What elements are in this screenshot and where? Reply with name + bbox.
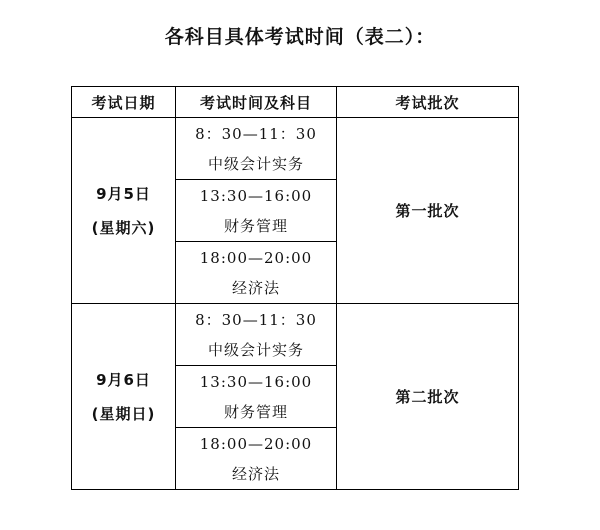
exam-time: 8：30—11：30 [195,124,317,143]
exam-subject: 经济法 [231,278,280,297]
exam-slot-cell [176,304,337,366]
exam-slot-cell [176,242,337,304]
exam-weekday: (星期六) [91,218,156,237]
table-row [72,118,519,180]
exam-slot-cell [176,118,337,180]
exam-date-cell [72,304,176,490]
exam-schedule-table [71,86,519,490]
exam-time: 18:00—20:00 [199,434,313,453]
header-exam-time-subject: 考试时间及科目 [176,87,337,118]
exam-date: 9月5日 [96,184,151,203]
exam-slot-cell [176,428,337,490]
table-row [72,304,519,366]
header-exam-batch: 考试批次 [337,87,519,118]
exam-subject: 中级会计实务 [207,340,304,359]
header-row [72,87,519,118]
exam-slot-cell [176,180,337,242]
exam-date: 9月6日 [96,370,151,389]
page-title: 各科目具体考试时间（表二）： [164,26,436,48]
exam-time: 8：30—11：30 [195,310,317,329]
exam-time: 13:30—16:00 [199,372,313,391]
exam-date-cell [72,118,176,304]
header-exam-date: 考试日期 [72,87,176,118]
exam-slot-cell [176,366,337,428]
exam-weekday: (星期日) [91,404,156,423]
exam-subject: 财务管理 [223,402,288,421]
exam-time: 13:30—16:00 [199,186,313,205]
exam-batch-cell: 第二批次 [337,304,519,490]
exam-batch-cell: 第一批次 [337,118,519,304]
exam-subject: 财务管理 [223,216,288,235]
exam-time: 18:00—20:00 [199,248,313,267]
exam-subject: 经济法 [231,464,280,483]
exam-subject: 中级会计实务 [207,154,304,173]
